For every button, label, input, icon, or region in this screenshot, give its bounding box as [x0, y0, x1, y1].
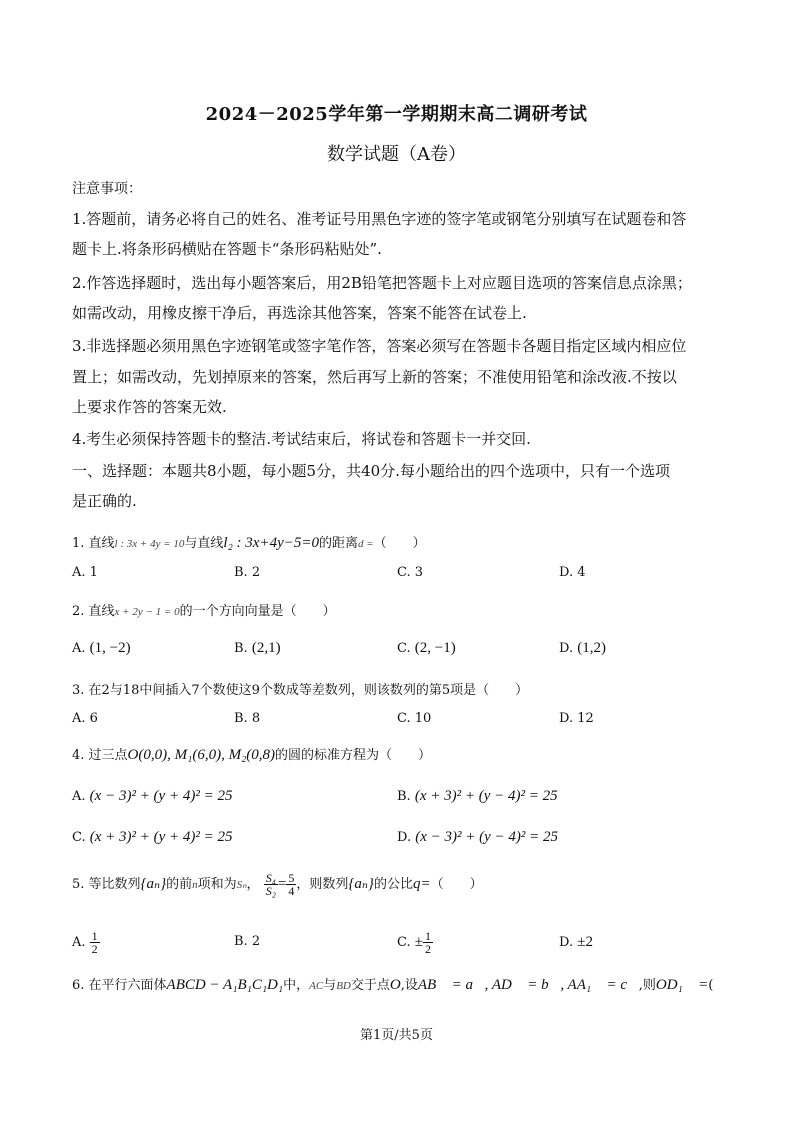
question-3-stem: 3. 在2与18中间插入7个数使这9个数成等差数列，则该数列的第5项是（ ）	[72, 683, 529, 698]
section-heading: 一、选择题：本题共8小题，每小题5分，共40分.每小题给出的四个选项中，只有一个选项	[72, 462, 670, 480]
option-b: B. 2	[234, 565, 261, 580]
option-b: B. (x + 3)² + (y − 4)² = 25	[397, 788, 558, 804]
fraction: $\frac{\text{S₄}}{\text{S₂}}$	[265, 871, 276, 898]
option-c: C. (x + 3)² + (y + 4)² = 25	[72, 829, 233, 845]
formula: Sₙ	[236, 879, 247, 891]
note-line: 上要求作答的答案无效.	[72, 398, 227, 416]
question-4-stem: 4. 过三点O(0,0), M₁(6,0), M₂(0,8)的圆的标准方程为（ ）	[72, 747, 432, 763]
formula: n	[192, 879, 198, 891]
option-b: B. 8	[234, 711, 261, 726]
fraction: $\frac{1}{2}$	[425, 929, 431, 956]
note-line: 1.答题前，请务必将自己的姓名、准考证号用黑色字迹的签字笔或钢笔分别填写在试题卷和答	[72, 210, 687, 228]
note-line: 如需改动，用橡皮擦干净后，再选涂其他答案，答案不能答在试卷上.	[72, 304, 527, 322]
formula: BD	[336, 980, 351, 992]
option-d: D. ±2	[559, 934, 593, 950]
exam-title: 2024－2025学年第一学期期末高二调研考试	[205, 104, 588, 125]
option-c: C. ± $\frac{1}{2}$	[397, 929, 431, 956]
formula: (2, −1)	[414, 640, 456, 656]
option-a: A. 6	[72, 711, 98, 726]
option-d: D. (x − 3)² + (y − 4)² = 25	[397, 829, 559, 845]
formula: q=	[412, 876, 431, 892]
formula: AB⃗ = a⃗, AD⃗ = b⃗, AA₁⃗ = c⃗	[417, 977, 639, 993]
option-a: A. $\frac{1}{2}$	[72, 929, 98, 956]
option-b: B. (2,1)	[234, 640, 281, 656]
formula: {aₙ}	[348, 876, 374, 892]
page-footer: 第1页/共5页	[360, 1028, 433, 1043]
option-c: C. (2, −1)	[397, 640, 456, 656]
formula: (x − 3)² + (y + 4)² = 25	[89, 788, 233, 804]
section-heading: 是正确的.	[72, 492, 137, 510]
note-line: 2.作答选择题时，选出每小题答案后，用2B铅笔把答题卡上对应题目选项的答案信息点涂黑；	[72, 274, 692, 292]
option-d: D. (1,2)	[559, 640, 606, 656]
formula: (1, −2)	[89, 640, 131, 656]
formula: x + 2y − 1 = 0	[114, 606, 180, 618]
option-c: C. 10	[397, 711, 432, 726]
formula: l₂ : 3x+4y−5=0	[223, 535, 319, 551]
note-line: 4.考生必须保持答题卡的整洁.考试结束后，将试卷和答题卡一并交回.	[72, 430, 531, 448]
fraction: $\frac{1}{2}$	[91, 929, 98, 956]
formula: O	[389, 977, 401, 993]
option-d: D. 12	[559, 711, 594, 726]
note-line: 题卡上.将条形码横贴在答题卡“条形码粘贴处”.	[72, 240, 382, 258]
note-line: 3.非选择题必须用黑色字迹钢笔或签字笔作答，答案必须写在答题卡各题目指定区域内相应位	[72, 337, 687, 355]
option-a: A. (1, −2)	[72, 640, 131, 656]
question-6-stem: 6. 在平行六面体ABCD − A₁B₁C₁D₁中，AC与BD交于点O,设AB⃗ = a⃗, AD⃗ = b⃗, AA₁⃗ = c⃗,则OD₁⃗ =(	[72, 977, 714, 993]
option-d: D. 4	[559, 565, 586, 580]
formula: (x + 3)² + (y + 4)² = 25	[89, 829, 233, 845]
option-a: A. 1	[72, 565, 98, 580]
question-2-stem: 2. 直线x + 2y − 1 = 0的一个方向向量是（ ）	[72, 604, 336, 619]
formula: l : 3x + 4y = 10	[114, 538, 185, 550]
formula: AC	[309, 980, 324, 992]
notes-heading: 注意事项：	[72, 181, 142, 197]
exam-subtitle: 数学试题（A卷）	[327, 144, 466, 165]
option-a: A. (x − 3)² + (y + 4)² = 25	[72, 788, 233, 804]
formula: ABCD − A₁B₁C₁D₁	[166, 977, 284, 993]
note-line: 置上；如需改动，先划掉原来的答案，然后再写上新的答案；不准使用铅笔和涂改液.不按以	[72, 368, 677, 386]
formula: {aₙ}	[140, 876, 167, 892]
formula: (2,1)	[251, 640, 281, 656]
formula: d =	[357, 538, 374, 550]
fraction: $\frac{5}{4}$	[288, 871, 295, 898]
formula: (x − 3)² + (y − 4)² = 25	[415, 829, 559, 845]
formula: O(0,0), M₁(6,0), M₂(0,8)	[127, 747, 276, 763]
option-b: B. 2	[234, 934, 261, 949]
formula: (x + 3)² + (y − 4)² = 25	[414, 788, 558, 804]
formula: (1,2)	[577, 640, 606, 656]
question-5-stem: 5. 等比数列{aₙ}的前n项和为Sₙ， $\frac{\text{S₄}}{\text{S₂}}$ = $\frac{5}{4}$ ，则数列{aₙ}的公比q=（ ）	[72, 871, 483, 898]
question-1-stem: 1. 直线l : 3x + 4y = 10与直线l₂ : 3x+4y−5=0的距离d =（ ）	[72, 535, 426, 551]
formula: ±2	[577, 934, 593, 950]
formula: OD₁⃗ =	[655, 977, 709, 993]
option-c: C. 3	[397, 565, 424, 580]
